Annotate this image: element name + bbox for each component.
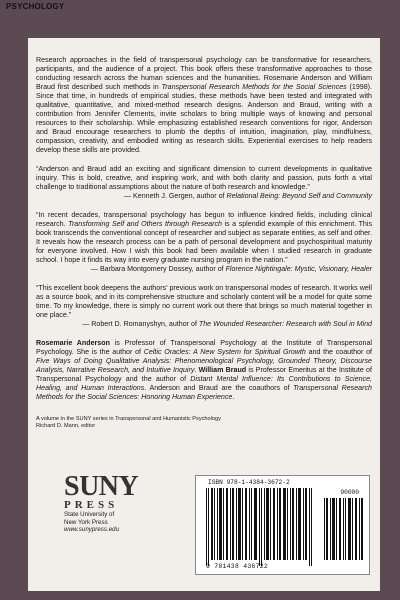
attribution-romanyshyn	[36, 320, 372, 329]
bio-book-title: Transpersonal Research Methods for the Social Sciences: Honoring Human Experience	[36, 384, 372, 401]
attribution-dossey	[36, 265, 372, 274]
price-code: 90000	[340, 489, 359, 496]
publisher-url: www.sunypress.edu	[64, 526, 120, 533]
attribution-gergen-source: Relational Being: Beyond Self and Community	[226, 192, 372, 200]
ean-barcode	[206, 488, 318, 566]
barcode-box	[195, 475, 370, 575]
isbn-text: ISBN 978-1-4384-3672-2	[208, 479, 290, 486]
attribution-dossey-source: Florence Nightingale: Mystic, Visionary, Healer	[225, 265, 372, 273]
suny-logo: SUNY	[64, 471, 139, 502]
intro-text-2: (1998). Since that time, in hundreds of empirical studies, these methods have been tested and integrated with qualitative, quantitative, and mixed-method research designs. Anderson and Braud, writing with a contribution from Jennifer Clements, invite scholars to bring multiple ways of knowing and personal resources to their scholarship. While emphasizing established research conventions for rigor, Anderson and Braud encourage researchers to plumb the depths of intuition, imagination, play, mindfulness, compassion, creativity, and embodied writing as research skills. Experiential exercises to help readers develop these skills are provided.	[36, 83, 372, 154]
quote-dossey-text-a: “In recent decades, transpersonal psychology has begun to influence kindred fields, including clinical research.	[36, 211, 372, 228]
publisher-block	[64, 471, 174, 534]
quote-romanyshyn: “This excellent book deepens the authors’ previous work on transpersonal modes of research. It works well as a source book, and in its comprehensive structure and scholarly content will be a model for quite some time. To my knowledge, there is simply no current work out there that brings so much material together in one place.”	[36, 284, 372, 319]
bio-name-braud: William Braud	[198, 366, 247, 374]
attribution-gergen	[36, 192, 372, 201]
bio-text: .	[232, 393, 235, 401]
publisher-name-line-1: State University of	[64, 511, 115, 518]
attribution-romanyshyn-author: — Robert D. Romanyshyn, author of	[82, 320, 199, 328]
bio-book-title: Distant Mental Influence: Its Contributions to Science, Healing, and Human Interactions	[36, 375, 372, 392]
attribution-dossey-author: — Barbara Montgomery Dossey, author of	[90, 265, 226, 273]
quote-gergen: “Anderson and Braud add an exciting and significant dimension to current developments in qualitative inquiry. This is bold, creative, and inspiring work, and with both clarity and passion, puts forth a vital challenge to traditional assumptions about the nature of both research and knowledge.”	[36, 165, 372, 191]
bio-text: is Professor of Transpersonal Psychology at the Institute of Transpersonal Psychology. She is the author of	[36, 339, 372, 356]
series-note	[36, 416, 372, 430]
bio-name-anderson: Rosemarie Anderson	[36, 339, 110, 347]
intro-paragraph	[36, 56, 372, 155]
publisher-name-line-2: New York Press	[64, 518, 108, 526]
suny-press-logo: PRESS	[64, 499, 119, 511]
bio-text: and the coauthor of	[305, 348, 372, 356]
category-label: PSYCHOLOGY	[6, 2, 65, 11]
attribution-gergen-author: — Kenneth J. Gergen, author of	[123, 192, 227, 200]
attribution-romanyshyn-source: The Wounded Researcher: Research with Soul in Mind	[198, 320, 372, 328]
bio-book-title: Five Ways of Doing Qualitative Analysis: Phenomenological Psychology, Grounded Theory, Discourse Analysis, Narrative Research, and Intuitive Inquiry	[36, 357, 372, 374]
bio-text: . Anderson and Braud are the coauthors of	[144, 384, 294, 392]
bio-text: is Professor Emeritus at the Institute of Transpersonal Psychology and the author of	[36, 366, 372, 383]
series-line: A volume in the SUNY series in Transpersonal and Humanistic Psychology	[36, 416, 221, 422]
intro-book-title: Transpersonal Research Methods for the Social Sciences	[161, 83, 347, 91]
bio-book-title: Celtic Oracles: A New System for Spiritual Growth	[143, 348, 306, 356]
barcode-digits: 9 781438 436722	[206, 563, 269, 570]
intro-text-1: Research approaches in the field of transpersonal psychology can be transformative for researchers, participants, and the audience of a project. This book offers these transformative approaches to those conducting research across the human sciences and the humanities. Rosemarie Anderson and William Braud first described such methods in	[36, 56, 372, 91]
quote-dossey-text-b: is a splendid example of this enrichment. This book transcends the conventional concept of researcher and subject as separate entities, as self and other. It reveals how the research process can be a path of personal development and psychospiritual maturity for everyone involved. How I wish this book had been available when I studied research in graduate school. I hope it finds its way into every graduate nursing program in the nation.”	[36, 220, 372, 264]
price-barcode	[324, 498, 364, 560]
quote-dossey	[36, 211, 372, 265]
author-bio	[36, 339, 372, 402]
series-editor: Richard D. Mann, editor	[36, 423, 96, 429]
bio-text: .	[194, 366, 199, 374]
quote-dossey-title: Transforming Self and Others through Research	[68, 220, 222, 228]
